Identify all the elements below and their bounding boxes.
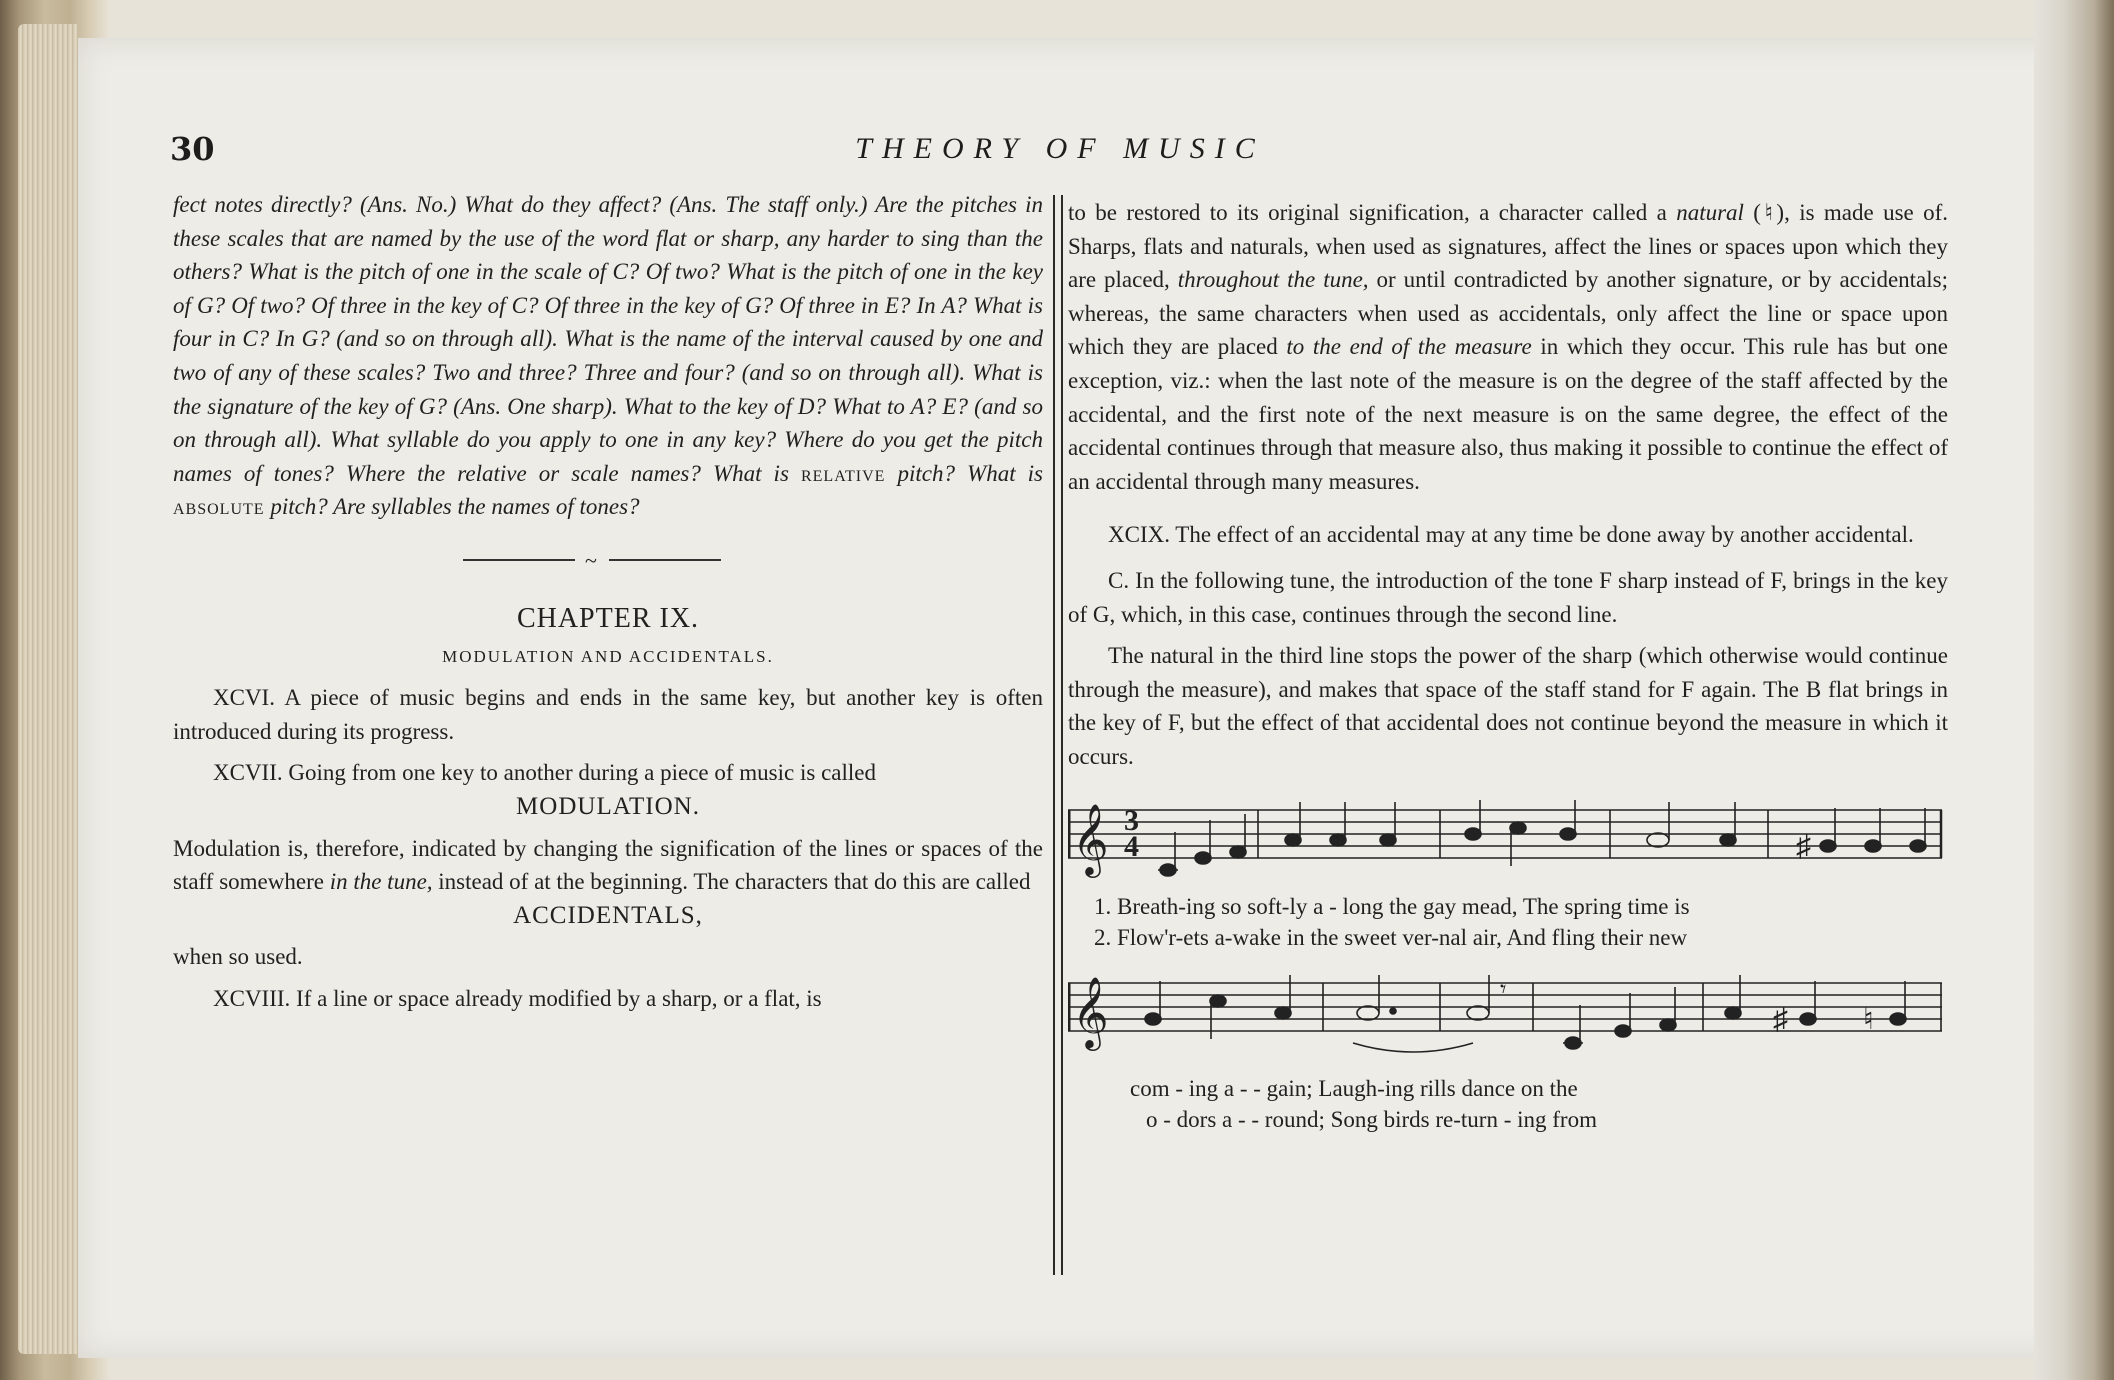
paragraph-96: XCVI. A piece of music begins and ends in the same key, but another key is often introduced during its progress.: [173, 685, 1043, 744]
lyrics-line-1-verse-2: 2. Flow'r-ets a-wake in the sweet ver-nal air, And fling their new: [1094, 925, 1688, 951]
lyrics-line-2-verse-1: com - ing a - - gain; Laugh-ing rills dance on the: [1130, 1075, 1578, 1101]
when-so-used: when so used.: [173, 944, 303, 970]
p98-natural: natural: [1676, 200, 1744, 225]
p98-text-b: (♮), is made use of. Sharps, flats and naturals, when used as signatures, affect the lines or spaces upon which they are placed,: [1068, 200, 1949, 293]
paragraph-99: XCIX. The effect of an accidental may at any time be done away by another accidental.: [1108, 522, 1914, 548]
right-binding-shadow: [2034, 0, 2114, 1380]
paragraph-100: C. In the following tune, the introduction of the tone F sharp instead of F, brings in the key of G, which, in this case, continues through the second line.: [1068, 567, 1948, 627]
absolute-word: absolute: [173, 494, 265, 520]
questions-mid: pitch? What is: [897, 460, 1044, 486]
sharp-icon: ♯: [1773, 1003, 1788, 1037]
paragraph-modulation: [173, 832, 1043, 899]
paragraph-97: XCVII. Going from one key to another during a piece of music is called: [213, 760, 876, 786]
running-title: THEORY OF MUSIC: [855, 132, 1265, 165]
sharp-icon: ♯: [1796, 829, 1811, 863]
section-ornament: [173, 536, 1043, 582]
questions-text: fect notes directly? (Ans. No.) What do they affect? (Ans. The staff only.) Are the pitches in these scales that are named by the use of the word flat or sharp, any harder to sing than the others? What is the pitch of one in the scale of C? Of two? What is the pitch of one in the key of G? Of two? Of three in the key of C? Of three in the key of G? Of three in E? In A? What is four in C? In G? (and so on through all). What is the name of the interval caused by one and two of any of these scales? Two and three? Three and four? (and so on through all). What is the signature of the key of G? (Ans. One sharp). What to the key of D? What to A? E? (and so on through all). What syllable do you apply to one in any key? Where do you get the pitch names of tones? Where the relative or scale names? What is: [173, 192, 1043, 486]
page-header: [170, 130, 1950, 170]
paragraph-100b: The natural in the third line stops the power of the sharp (which otherwise would continue through the measure), and makes that space of the staff stand for F again. The B flat brings in the key of F, but the effect of that accidental does not continue beyond the measure in which it occurs.: [1068, 643, 1948, 769]
staff-2-svg: [1068, 965, 1948, 1063]
natural-icon: ♮: [1863, 1003, 1874, 1037]
lyrics-line-2-verse-2: o - dors a - - round; Song birds re-turn - ing from: [1146, 1106, 1597, 1132]
treble-clef-icon: 𝄞: [1072, 805, 1109, 874]
p98-italic-1: throughout the tune,: [1177, 267, 1369, 293]
column-divider: [1053, 195, 1063, 1275]
modulation-heading: MODULATION.: [516, 792, 700, 820]
paragraph-98-cont: [1068, 196, 1948, 498]
music-staff-1: [1068, 792, 1948, 954]
chapter-title: CHAPTER IX.: [516, 602, 700, 634]
p98-text-c: or until contradicted by another signature, or by accidentals; whereas, the same characters when used as accidentals, only affect the line or space upon which they are placed: [1068, 267, 1948, 360]
paragraph-98-start: XCVIII. If a line or space already modified by a sharp, or a flat, is: [213, 985, 822, 1011]
right-column: [1068, 188, 1948, 1135]
page-number: 30: [170, 130, 215, 168]
p98-text-d: in which they occur. This rule has but one exception, viz.: when the last note of the measure is on the degree of the staff affected by the accidental, and the first note of the next measure is on the same degree, the effect of the accidental continues through that measure also, thus making it possible to continue the effect of an accidental through many measures.: [1068, 334, 1949, 494]
staff-1-svg: [1068, 792, 1948, 882]
time-sig-top: 3: [1124, 803, 1139, 837]
ornament-flourish: ~: [585, 547, 597, 573]
staff-2-notes: [1145, 975, 1906, 1052]
modulation-text-b: instead of at the beginning. The characters that do this are called: [438, 869, 1031, 895]
chapter-subtitle: MODULATION AND ACCIDENTALS.: [442, 646, 774, 666]
accidentals-heading: ACCIDENTALS,: [513, 901, 703, 929]
page-edges: [18, 24, 78, 1354]
music-staff-2: [1068, 965, 1948, 1135]
modulation-text-italic: in the tune,: [329, 869, 433, 895]
left-column: [173, 188, 1043, 1015]
review-questions: [173, 188, 1043, 524]
relative-word: relative: [800, 460, 886, 486]
modulation-text-a: Modulation is, therefore, indicated by changing the signification of the lines or spaces of the staff somewhere: [173, 835, 1043, 895]
lyrics-line-1-verse-1: 1. Breath-ing so soft-ly a - long the gay mead, The spring time is: [1094, 894, 1690, 920]
p98-italic-2: to the end of the measure: [1286, 334, 1532, 360]
rest-icon: 𝄾: [1500, 977, 1507, 1004]
p98-text-a: to be restored to its original signification, a character called a: [1068, 200, 1667, 225]
questions-end: pitch? Are syllables the names of tones?: [270, 494, 640, 520]
time-sig-bottom: 4: [1124, 829, 1139, 863]
treble-clef-icon: 𝄞: [1072, 979, 1109, 1048]
